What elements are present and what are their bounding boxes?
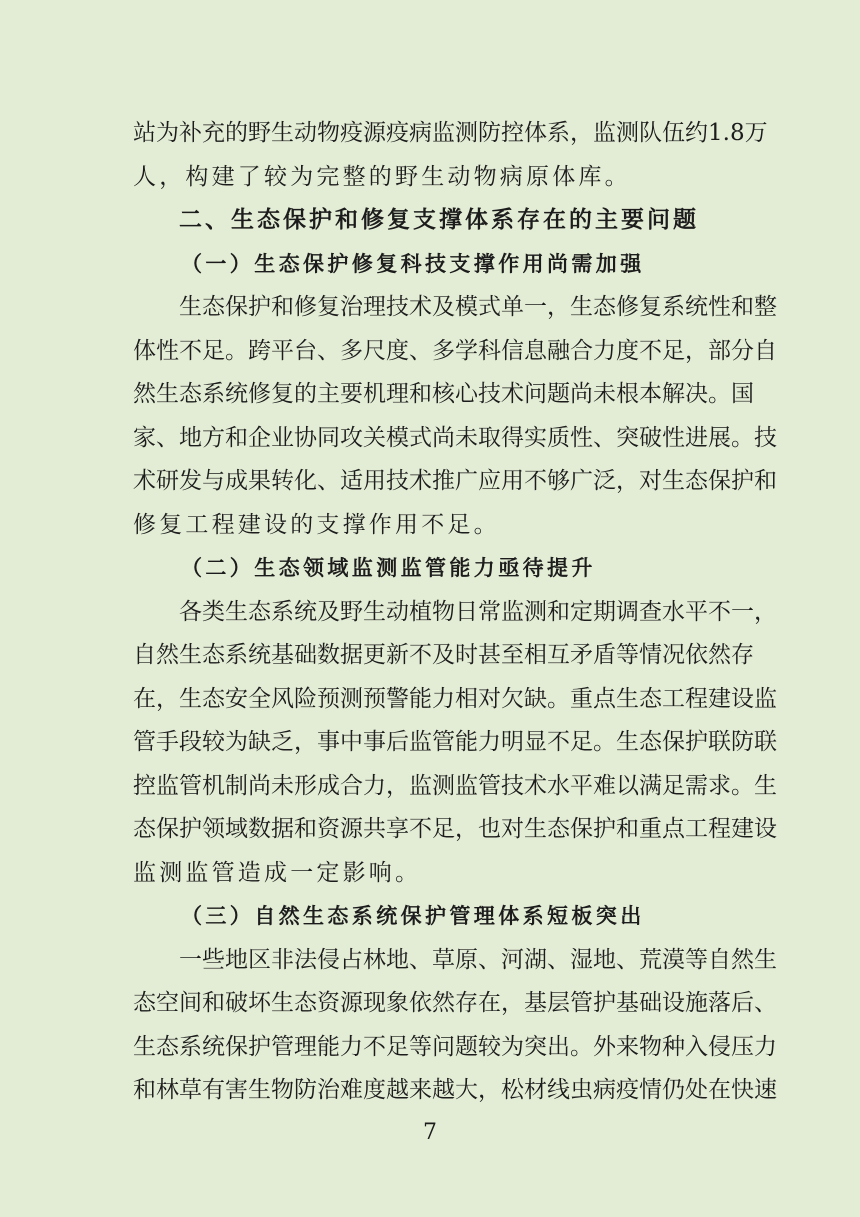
text-line: 态 保 护 领 域 数 据 和 资 源 共 享 不 足 ， 也 对 生 态 保 护 和 重 点 工 程 建 设 (133, 816, 777, 842)
paragraph-first-line: 一 些 地 区 非 法 侵 占 林 地 、 草 原 、 河 湖 、 湿 地 、 荒 漠 等 自 然 生 (179, 946, 777, 973)
subsection-heading: （一）生态保护修复科技支撑作用尚需加强 (181, 251, 645, 276)
subsection-heading: （二）生态领域监测监管能力亟待提升 (181, 556, 596, 580)
text-line: 站 为 补 充 的 野 生 动 物 疫 源 疫 病 监 测 防 控 体 系 ， 监 测 队 伍 约 1.8 万 (133, 120, 768, 146)
text-line: 在 ， 生 态 安 全 风 险 预 测 预 警 能 力 相 对 欠 缺 。 重 点 生 态 工 程 建 设 监 (133, 685, 777, 712)
text-line: 自 然 生 态 系 统 基 础 数 据 更 新 不 及 时 甚 至 相 互 矛 盾 等 情 况 依 然 存 (133, 642, 754, 668)
page-body-text (133, 112, 777, 1113)
text-line: 体 性 不 足 。 跨 平 台 、 多 尺 度 、 多 学 科 信 息 融 合 力 度 不 足 ， 部 分 自 (133, 337, 777, 364)
subsection-heading: （三）自然生态系统保护管理体系短板突出 (181, 904, 645, 928)
page-number: 7 (423, 1120, 437, 1145)
text-line: 控 监 管 机 制 尚 未 形 成 合 力 ， 监 测 监 管 技 术 水 平 难 以 满 足 需 求 。 生 (133, 772, 777, 799)
text-line: 态 空 间 和 破 坏 生 态 资 源 现 象 依 然 存 在 ， 基 层 管 护 基 础 设 施 落 后 、 (133, 990, 777, 1016)
text-line: 术 研 发 与 成 果 转 化 、 适 用 技 术 推 广 应 用 不 够 广 泛 ， 对 生 态 保 护 和 (133, 468, 777, 494)
paragraph-last-line: 监测监管造成一定影响。 (133, 859, 422, 886)
paragraph-last-line: 人，构建了较为完整的野生动物病原体库。 (133, 163, 631, 190)
section-heading: 二、生态保护和修复支撑体系存在的主要问题 (179, 207, 699, 233)
text-line: 然 生 态 系 统 修 复 的 主 要 机 理 和 核 心 技 术 问 题 尚 未 根 本 解 决 。 国 (133, 381, 754, 407)
paragraph-first-line: 各 类 生 态 系 统 及 野 生 动 植 物 日 常 监 测 和 定 期 调 查 水 平 不 一 ， (179, 598, 777, 625)
paragraph-last-line: 修复工程建设的支撑作用不足。 (133, 511, 500, 538)
text-line: 家 、 地 方 和 企 业 协 同 攻 关 模 式 尚 未 取 得 实 质 性 、 突 破 性 进 展 。 技 (133, 424, 777, 451)
text-line: 和 林 草 有 害 生 物 防 治 难 度 越 来 越 大 ， 松 材 线 虫 病 疫 情 仍 处 在 快 速 (133, 1077, 777, 1103)
text-line: 生 态 系 统 保 护 管 理 能 力 不 足 等 问 题 较 为 突 出 。 外 来 物 种 入 侵 压 力 (133, 1033, 777, 1060)
paragraph-first-line: 生 态 保 护 和 修 复 治 理 技 术 及 模 式 单 一 ， 生 态 修 复 系 统 性 和 整 (179, 294, 777, 320)
text-line: 管 手 段 较 为 缺 乏 ， 事 中 事 后 监 管 能 力 明 显 不 足 。 生 态 保 护 联 防 联 (133, 729, 777, 755)
